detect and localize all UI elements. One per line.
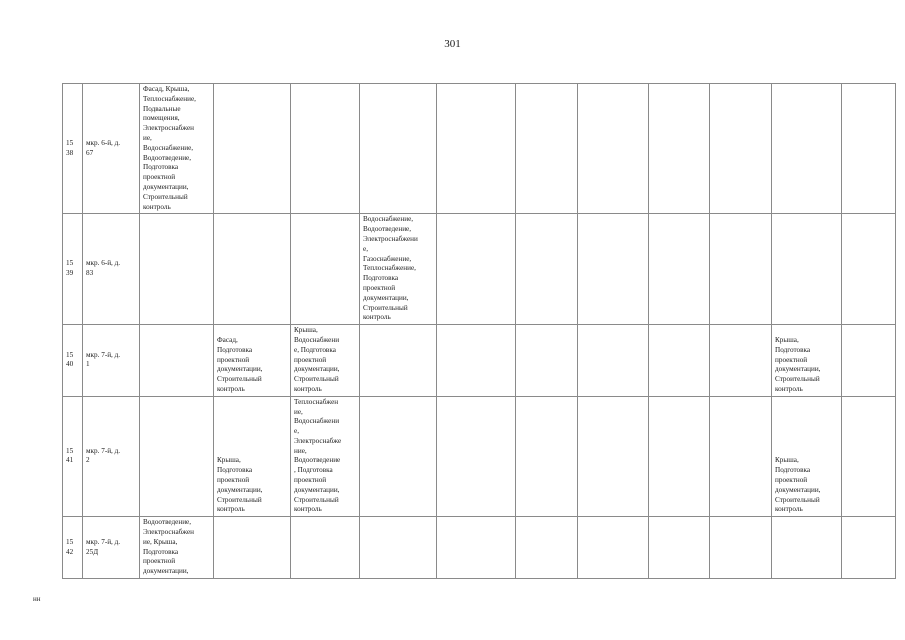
page-number: 301 xyxy=(444,38,461,50)
cell-empty xyxy=(710,214,772,325)
cell-empty xyxy=(140,396,214,517)
row-address: мкр. 7-й, д. 2 xyxy=(83,396,140,517)
cell-works: Крыша, Подготовка проектной документации, Строительный контроль xyxy=(772,396,842,517)
cell-empty xyxy=(516,517,578,579)
cell-empty xyxy=(772,214,842,325)
row-number: 15 40 xyxy=(63,325,83,397)
table-row xyxy=(63,517,896,579)
cell-empty xyxy=(437,84,516,214)
cell-works: Фасад, Подготовка проектной документации, Строительный контроль xyxy=(214,325,291,397)
cell-empty xyxy=(842,396,896,517)
cell-empty xyxy=(578,214,649,325)
cell-empty xyxy=(291,84,360,214)
cell-empty xyxy=(360,396,437,517)
cell-empty xyxy=(710,517,772,579)
cell-empty xyxy=(516,214,578,325)
cell-empty xyxy=(710,84,772,214)
cell-empty xyxy=(649,84,710,214)
cell-empty xyxy=(842,84,896,214)
cell-empty xyxy=(516,325,578,397)
repair-schedule-table xyxy=(62,83,896,579)
row-number: 15 39 xyxy=(63,214,83,325)
cell-empty xyxy=(578,517,649,579)
row-number: 15 38 xyxy=(63,84,83,214)
cell-empty xyxy=(437,517,516,579)
cell-works: Фасад, Крыша, Теплоснабжение, Подвальные помещения, Электроснабжен ие, Водоснабжение, Водоотведение, Подготовка проектной документации, Строительный контроль xyxy=(140,84,214,214)
cell-empty xyxy=(437,214,516,325)
cell-empty xyxy=(842,517,896,579)
cell-empty xyxy=(842,214,896,325)
cell-empty xyxy=(214,84,291,214)
cell-empty xyxy=(649,325,710,397)
cell-empty xyxy=(578,325,649,397)
cell-works: Водоснабжение, Водоотведение, Электроснабжени е, Газоснабжение, Теплоснабжение, Подготовка проектной документации, Строительный контроль xyxy=(360,214,437,325)
cell-empty xyxy=(710,396,772,517)
cell-works: Крыша, Подготовка проектной документации, Строительный контроль xyxy=(772,325,842,397)
cell-empty xyxy=(360,325,437,397)
row-number: 15 42 xyxy=(63,517,83,579)
cell-empty xyxy=(772,517,842,579)
cell-empty xyxy=(214,517,291,579)
row-address: мкр. 6-й, д. 67 xyxy=(83,84,140,214)
cell-empty xyxy=(516,84,578,214)
footer-mark: нн xyxy=(33,595,41,603)
cell-works: Водоотведение, Электроснабжен ие, Крыша, Подготовка проектной документации, xyxy=(140,517,214,579)
cell-empty xyxy=(291,214,360,325)
table-row xyxy=(63,84,896,214)
table-row xyxy=(63,325,896,397)
cell-works: Крыша, Подготовка проектной документации, Строительный контроль xyxy=(214,396,291,517)
cell-empty xyxy=(578,396,649,517)
cell-empty xyxy=(516,396,578,517)
row-address: мкр. 7-й, д. 1 xyxy=(83,325,140,397)
cell-empty xyxy=(437,325,516,397)
row-number: 15 41 xyxy=(63,396,83,517)
cell-empty xyxy=(140,325,214,397)
cell-empty xyxy=(710,325,772,397)
table-row xyxy=(63,214,896,325)
cell-empty xyxy=(649,517,710,579)
cell-empty xyxy=(140,214,214,325)
cell-empty xyxy=(437,396,516,517)
table-row xyxy=(63,396,896,517)
cell-empty xyxy=(578,84,649,214)
cell-empty xyxy=(214,214,291,325)
cell-works: Теплоснабжен ие, Водоснабжени е, Электроснабже ние, Водоотведение , Подготовка проектной документации, Строительный контроль xyxy=(291,396,360,517)
cell-empty xyxy=(649,396,710,517)
cell-empty xyxy=(772,84,842,214)
cell-empty xyxy=(360,517,437,579)
cell-empty xyxy=(842,325,896,397)
cell-works: Крыша, Водоснабжени е, Подготовка проектной документации, Строительный контроль xyxy=(291,325,360,397)
cell-empty xyxy=(291,517,360,579)
cell-empty xyxy=(649,214,710,325)
cell-empty xyxy=(360,84,437,214)
row-address: мкр. 7-й, д. 25Д xyxy=(83,517,140,579)
row-address: мкр. 6-й, д. 83 xyxy=(83,214,140,325)
